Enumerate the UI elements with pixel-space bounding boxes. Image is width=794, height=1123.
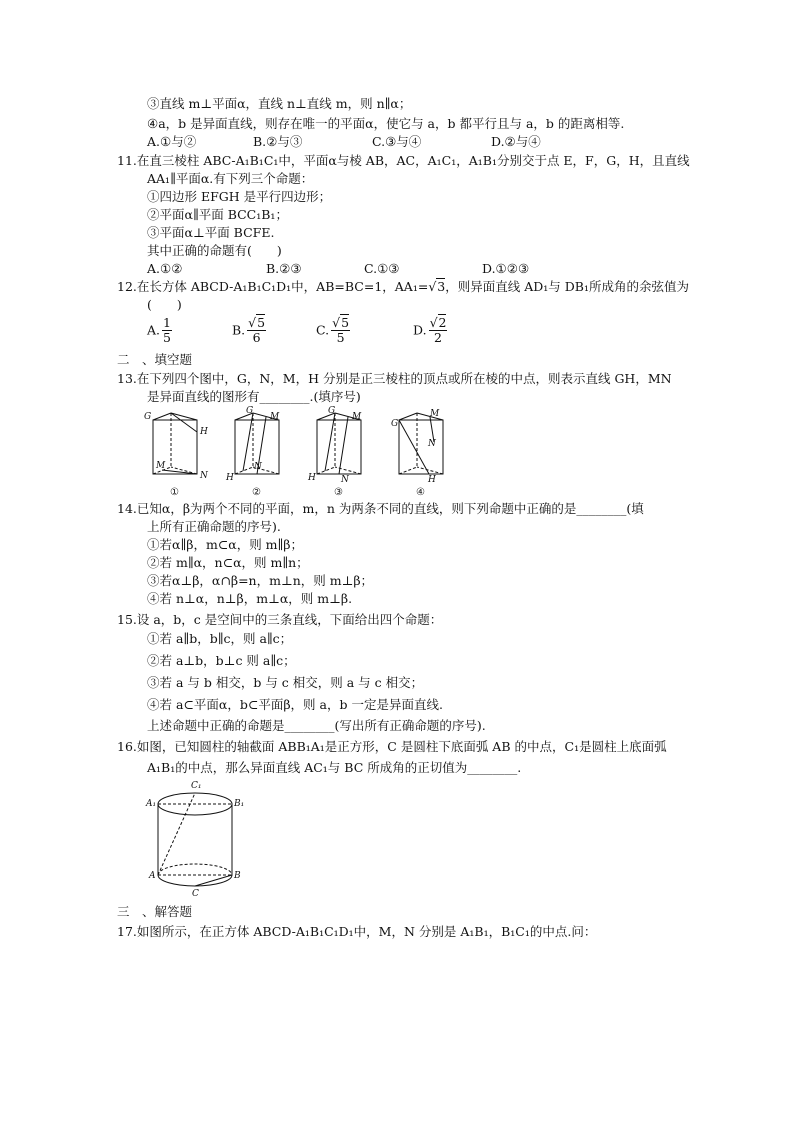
q13-stem-line1: 13.在下列四个图中，G，N，M，H 分别是正三棱柱的顶点或所在棱的中点，则表示直线 GH，MN	[117, 371, 672, 386]
prev-choice-c: C.③与④	[372, 134, 422, 149]
q12-choice-d-num-wrap: √2	[429, 315, 447, 330]
q12-choice-a-num: 1	[163, 315, 171, 330]
q12-stem	[117, 279, 689, 295]
q15-item-4: ④若 a⊂平面α，b⊂平面β，则 a，b 一定是异面直线.	[147, 697, 443, 712]
q15-item-2: ②若 a⊥b，b⊥c 则 a∥c；	[147, 653, 296, 668]
q12-choice-b-label: B.	[232, 322, 246, 338]
q12-choice-b	[232, 316, 266, 350]
q12-choice-a	[147, 316, 172, 350]
prev-option-4: ④a，b 是异面直线，则存在唯一的平面α，使它与 a，b 都平行且与 a，b 的距离相等.	[147, 116, 625, 131]
prev-choice-d: D.②与④	[491, 134, 541, 149]
q12-choice-b-den: 6	[252, 330, 261, 345]
fig4-label-g: G	[391, 419, 399, 429]
cyl-label-a1: A₁	[146, 799, 157, 809]
fig4-number: ④	[416, 487, 425, 498]
q16-cylinder-figure	[146, 778, 246, 899]
q12-paren: ( )	[147, 297, 182, 312]
q12-choice-a-den: 5	[163, 330, 171, 345]
q17-stem: 17.如图所示，在正方体 ABCD-A₁B₁C₁D₁中，M，N 分别是 A₁B₁，B₁C₁的中点.问：	[117, 924, 597, 939]
q12-choice-a-label: A.	[147, 322, 161, 338]
q12-choice-d-label: D.	[413, 322, 427, 338]
fig2-label-n: N	[254, 462, 262, 472]
q14-item-2: ②若 m∥α，n⊂α，则 m∥n；	[147, 555, 309, 570]
prev-choice-a: A.①与②	[147, 134, 197, 149]
q12-choice-c-num-wrap: √5	[332, 315, 350, 330]
q12-choice-a-fraction	[162, 316, 172, 345]
q12-choice-b-fraction	[247, 316, 266, 345]
q12-choice-d-den: 2	[434, 330, 442, 345]
prev-option-3: ③直线 m⊥平面α，直线 n⊥直线 m，则 n∥α；	[147, 96, 412, 111]
q14-item-4: ④若 n⊥α，n⊥β，m⊥α，则 m⊥β.	[147, 591, 353, 606]
prev-choice-b: B.②与③	[253, 134, 303, 149]
fig1-label-g: G	[144, 412, 152, 422]
q11-ask: 其中正确的命题有( )	[147, 243, 282, 258]
q16-stem-line2: A₁B₁的中点，那么异面直线 AC₁与 BC 所成角的正切值为________.	[147, 760, 522, 775]
prism-figure-3	[317, 413, 361, 474]
q11-stem-line2: AA₁∥平面α.有下列三个命题：	[147, 171, 314, 186]
q12-choice-c-fraction	[331, 316, 350, 345]
sqrt-symbol: √	[428, 279, 437, 294]
q11-item-2: ②平面α∥平面 BCC₁B₁；	[147, 207, 288, 222]
q15-stem: 15.设 a，b，c 是空间中的三条直线，下面给出四个命题：	[117, 612, 443, 627]
q14-item-1: ①若α∥β，m⊂α，则 m∥β；	[147, 537, 304, 552]
fig4-label-m: M	[430, 409, 440, 419]
q14-item-3: ③若α⊥β，α∩β=n，m⊥n，则 m⊥β；	[147, 573, 374, 588]
q11-choice-d: D.①②③	[482, 261, 530, 276]
q12-choice-d-fraction	[429, 316, 448, 345]
q12-root: 3	[437, 279, 446, 294]
q11-choice-a: A.①②	[147, 261, 183, 276]
q12-choice-b-num: 5	[257, 315, 266, 330]
fig2-label-m: M	[270, 412, 280, 422]
fig1-number: ①	[170, 487, 179, 498]
q14-stem-line2: 上所有正确命题的序号).	[147, 519, 281, 534]
fig2-number: ②	[252, 487, 261, 498]
fig1-label-n: N	[200, 471, 208, 481]
fig1-label-m: M	[156, 461, 166, 471]
q15-ask: 上述命题中正确的命题是________(写出所有正确命题的序号).	[147, 718, 486, 733]
fig2-label-g: G	[246, 406, 254, 416]
fig3-label-n: N	[341, 475, 349, 485]
fig1-label-h: H	[200, 427, 208, 437]
cyl-label-b: B	[234, 871, 241, 881]
q14-stem-line1: 14.已知α，β为两个不同的平面，m，n 为两条不同的直线，则下列命题中正确的是________(填	[117, 501, 644, 516]
section-fill-in-heading: 二 、填空题	[117, 352, 193, 367]
q12-stem-a: 12.在长方体 ABCD-A₁B₁C₁D₁中，AB=BC=1，AA₁=	[117, 279, 429, 294]
q12-choice-c-den: 5	[336, 330, 345, 345]
q12-choice-c	[316, 316, 350, 350]
q12-choice-b-num-wrap: √5	[248, 315, 266, 330]
fig3-label-h: H	[308, 473, 316, 483]
fig3-label-m: M	[352, 412, 362, 422]
section-answer-heading: 三 、解答题	[117, 904, 193, 919]
q15-item-1: ①若 a∥b，b∥c，则 a∥c；	[147, 631, 293, 646]
fig2-label-h: H	[226, 473, 234, 483]
fig4-label-h: H	[428, 475, 436, 485]
q11-item-3: ③平面α⊥平面 BCFE.	[147, 225, 275, 240]
cyl-label-a: A	[149, 871, 156, 881]
q13-prism-figures	[140, 408, 460, 500]
q12-choice-d	[413, 316, 447, 350]
cyl-label-b1: B₁	[234, 799, 245, 809]
q11-stem-line1: 11.在直三棱柱 ABC-A₁B₁C₁中，平面α与棱 AB，AC，A₁C₁，A₁B₁分别交于点 E，F，G，H，且直线	[117, 153, 690, 168]
q12-choice-c-num: 5	[341, 315, 350, 330]
q12-choice-c-label: C.	[316, 322, 330, 338]
q12-stem-b: ，则异面直线 AD₁与 DB₁所成角的余弦值为	[445, 279, 689, 294]
q11-item-1: ①四边形 EFGH 是平行四边形；	[147, 189, 332, 204]
cyl-label-c: C	[192, 889, 199, 899]
prism-figure-4	[399, 413, 443, 474]
q16-stem-line1: 16.如图，已知圆柱的轴截面 ABB₁A₁是正方形，C 是圆柱下底面弧 AB 的中点，C₁是圆柱上底面弧	[117, 739, 667, 754]
q11-choice-c: C.①③	[364, 261, 400, 276]
q13-stem-line2: 是异面直线的图形有________.(填序号)	[147, 389, 361, 404]
q15-item-3: ③若 a 与 b 相交，b 与 c 相交，则 a 与 c 相交；	[147, 675, 424, 690]
cyl-label-c1: C₁	[191, 781, 202, 791]
q12-choice-d-num: 2	[438, 315, 447, 330]
q11-choice-b: B.②③	[266, 261, 302, 276]
fig4-label-n: N	[428, 439, 436, 449]
fig3-label-g: G	[328, 406, 336, 416]
fig3-number: ③	[334, 487, 343, 498]
